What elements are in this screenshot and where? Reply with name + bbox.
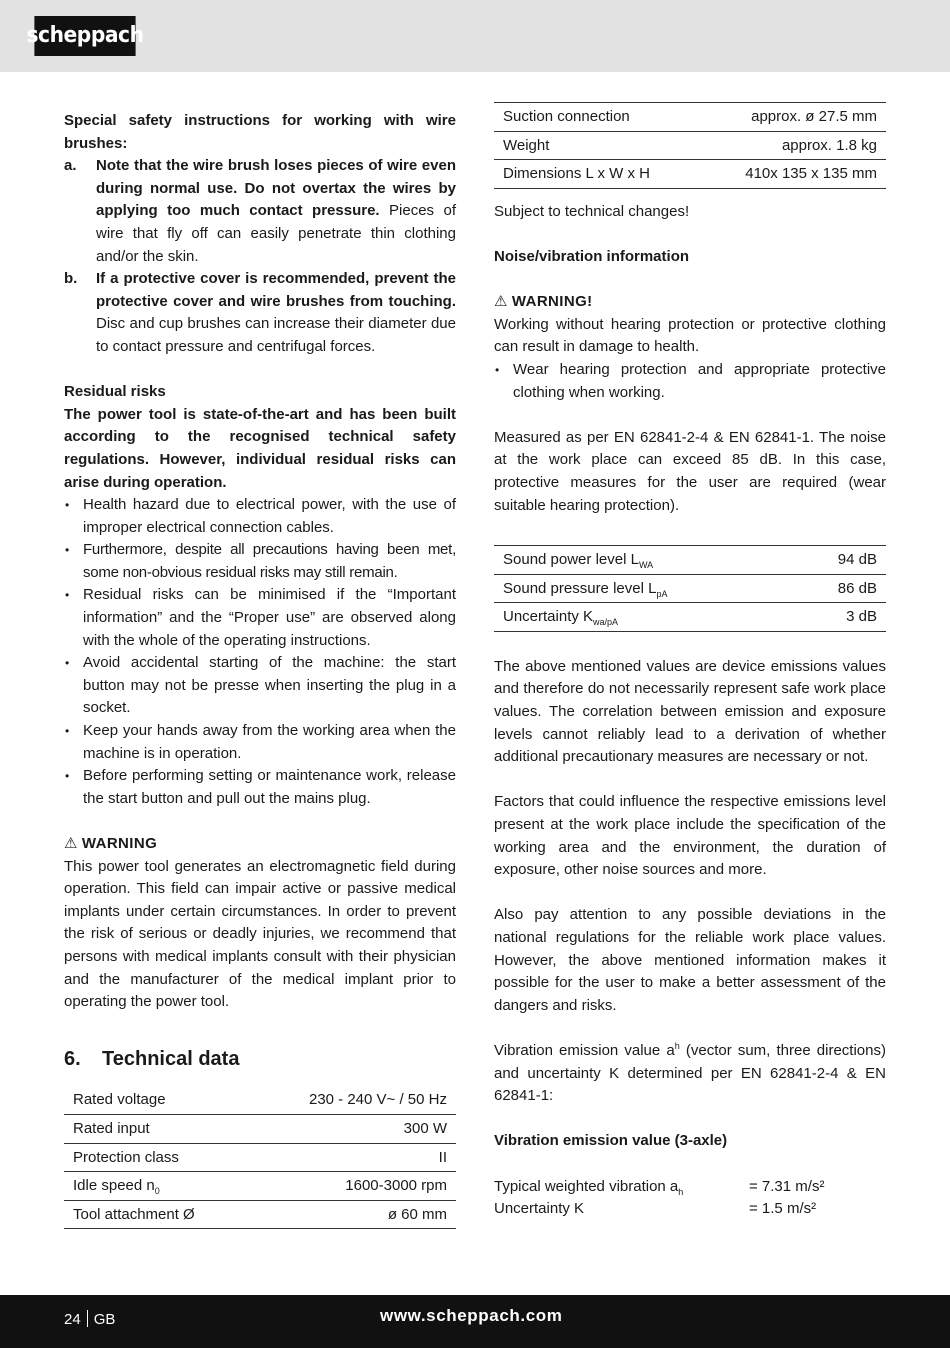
table-cell-value: approx. ø 27.5 mm <box>751 108 877 125</box>
table-cell-value: 3 dB <box>846 608 877 626</box>
list-item: • Residual risks can be minimised if the “Important information” and the “Proper use” are observed along with the whole of the operating instructions. <box>64 584 456 652</box>
vibration-title: Vibration emission value (3-axle) <box>494 1132 728 1150</box>
label-subscript: h <box>678 1186 684 1197</box>
table-row <box>64 1200 456 1229</box>
residual-risks-list <box>64 494 456 810</box>
wire-brush-list <box>64 155 456 358</box>
vibration-label: Uncertainty K <box>494 1200 585 1218</box>
label-text: Sound power level L <box>503 551 639 569</box>
label-text: Sound pressure level L <box>503 579 657 597</box>
label-text: Uncertainty K <box>503 608 594 626</box>
list-item: • Furthermore, despite all precautions having been met, some non-obvious residual risks may still remain. <box>64 539 456 584</box>
warning-list <box>494 359 886 404</box>
table-cell-label <box>494 574 792 603</box>
table-cell-value: 410x 135 x 135 mm <box>745 165 877 183</box>
label-subscript: 0 <box>154 1186 160 1197</box>
section-number: 6. <box>64 1048 81 1071</box>
subject-to-change: Subject to technical changes! <box>494 202 690 220</box>
table-cell-value: 1600-3000 rpm <box>345 1177 447 1195</box>
table-row <box>494 546 886 575</box>
vibration-row <box>494 1198 886 1221</box>
table-row <box>64 1143 456 1172</box>
noise-vibration-title: Noise/vibration information <box>494 247 690 265</box>
list-item-text: Pieces of wire that fly off can easily penetrate thin clothing and/or the skin. <box>96 202 457 265</box>
table-cell-label: Rated voltage <box>73 1091 166 1109</box>
list-item: • Keep your hands away from the working area when the machine is in operation. <box>64 720 456 765</box>
page-number: 24 <box>64 1311 81 1328</box>
vibration-text-b: (vector sum, three directions) and uncertainty K determined per EN 62841-2-4 & EN 62841-1: <box>494 1041 886 1105</box>
vibration-paragraph <box>494 1040 886 1108</box>
vibration-superscript: h <box>674 1040 680 1051</box>
list-item: • Before performing setting or maintenance work, release the start button and pull out the mains plug. <box>64 765 456 810</box>
website-link[interactable]: www.scheppach.com <box>380 1306 563 1325</box>
wire-brush-title: Special safety instructions for working with wire brushes: <box>64 112 456 152</box>
page-footer <box>0 1295 950 1348</box>
warning-text: This power tool generates an electromagnetic field during operation. This field can impair active or passive medical implants under certain circumstances. In order to prevent the risk of serious or deadly injuries, we recommend that persons with medical implants consult with their physician and the manufacturer of the medical implant prior to operating the power tool. <box>64 857 456 1011</box>
table-cell-value: 230 - 240 V~ / 50 Hz <box>308 1091 447 1109</box>
right-column <box>494 102 886 1221</box>
list-item: • Wear hearing protection and appropriate protective clothing when working. <box>494 359 886 404</box>
warning-text: Working without hearing protection or protective clothing can result in damage to health. <box>494 315 886 356</box>
table-cell-label <box>494 546 792 575</box>
warning-heading <box>64 833 456 856</box>
list-item-bold: If a protective cover is recommended, prevent the protective cover and wire brushes from touching. <box>96 270 456 310</box>
scheppach-logo: scheppach <box>34 16 135 56</box>
vibration-value: = 1.5 m/s² <box>749 1200 817 1218</box>
residual-risks-title: Residual risks <box>64 383 166 401</box>
warning-triangle-icon: ⚠ <box>64 835 78 852</box>
table-row <box>494 160 886 189</box>
vibration-value: = 7.31 m/s² <box>749 1177 825 1195</box>
table-cell-label: Tool attachment Ø <box>73 1205 195 1223</box>
list-item-bold: Note that the wire brush loses pieces of wire even during normal use. Do not overtax the wires by applying too much contact pressure. <box>96 157 456 220</box>
deviations-paragraph: Also pay attention to any possible deviations in the national regulations for the reliable work place values. However, the above mentioned information makes it possible for the user to make a better assessment of the dangers and risks. <box>494 906 886 1014</box>
table-row <box>494 574 886 603</box>
table-cell-label: Weight <box>503 136 550 154</box>
warning-title: WARNING! <box>511 293 593 311</box>
page-header <box>0 0 950 72</box>
table-cell-label: Dimensions L x W x H <box>503 165 650 183</box>
measured-text: Measured as per EN 62841-2-4 & EN 62841-1. The noise at the work place can exceed 85 dB. In this case, protective measures for the user are required (wear suitable hearing protection). <box>494 428 886 514</box>
section-title: Technical data <box>102 1048 240 1071</box>
label-subscript: wa/pA <box>593 617 619 628</box>
table-cell-value: 300 W <box>403 1119 447 1137</box>
list-marker: a. <box>64 157 77 175</box>
label-subscript: pA <box>656 588 668 599</box>
list-item <box>64 155 456 268</box>
table-row <box>64 1086 456 1114</box>
vibration-text-a: Vibration emission value a <box>494 1041 675 1059</box>
separator <box>87 1310 88 1327</box>
emission-paragraph: The above mentioned values are device emissions values and therefore do not necessarily represent safe work place values. The correlation between emission and exposure levels cannot reliably lead to a derivation of whether additional precautionary measures are necessary or not. <box>494 657 886 766</box>
list-item <box>64 268 456 358</box>
table-row <box>494 131 886 160</box>
table-row <box>64 1114 456 1143</box>
table-cell-label: Protection class <box>73 1148 179 1166</box>
table-row <box>64 1172 456 1201</box>
list-marker: b. <box>64 270 78 288</box>
warning-triangle-icon: ⚠ <box>494 293 508 311</box>
page-number-block <box>64 1309 115 1332</box>
table-cell-value: 86 dB <box>837 579 877 597</box>
section-heading <box>64 1046 456 1072</box>
warning-title: WARNING <box>81 835 158 852</box>
table-cell-label <box>494 603 792 632</box>
list-item: • Avoid accidental starting of the machine: the start button may not be presse when inserting the plug in a socket. <box>64 652 456 720</box>
technical-data-table <box>64 1086 456 1229</box>
table-cell-label <box>64 1172 249 1201</box>
language-code: GB <box>93 1311 116 1328</box>
vibration-row <box>494 1176 886 1199</box>
table-cell-value: approx. 1.8 kg <box>781 136 877 154</box>
sound-level-table <box>494 545 886 632</box>
label-text: Idle speed n <box>73 1177 155 1195</box>
technical-data-table-continued <box>494 102 886 189</box>
table-cell-label: Suction connection <box>503 108 630 125</box>
table-cell-value: II <box>438 1148 447 1166</box>
table-cell-label: Rated input <box>73 1119 150 1137</box>
table-cell-value: ø 60 mm <box>387 1205 447 1223</box>
vibration-label <box>494 1176 749 1199</box>
table-row <box>494 103 886 132</box>
label-text: Typical weighted vibration a <box>494 1177 679 1195</box>
label-subscript: WA <box>638 560 654 571</box>
table-cell-value: 94 dB <box>837 551 877 569</box>
warning-heading <box>494 291 886 314</box>
table-row <box>494 603 886 632</box>
list-item-text: Disc and cup brushes can increase their diameter due to contact pressure and centrifugal forces. <box>96 315 456 355</box>
residual-risks-intro: The power tool is state-of-the-art and has been built according to the recognised technical safety regulations. However, individual residual risks can arise during operation. <box>64 405 456 491</box>
left-column <box>64 110 456 1229</box>
factors-paragraph: Factors that could influence the respective emissions level present at the work place include the specification of the working area and the environment, the duration of exposure, other noise sources and more. <box>494 793 886 879</box>
list-item: • Health hazard due to electrical power, with the use of improper electrical connection cables. <box>64 494 456 539</box>
